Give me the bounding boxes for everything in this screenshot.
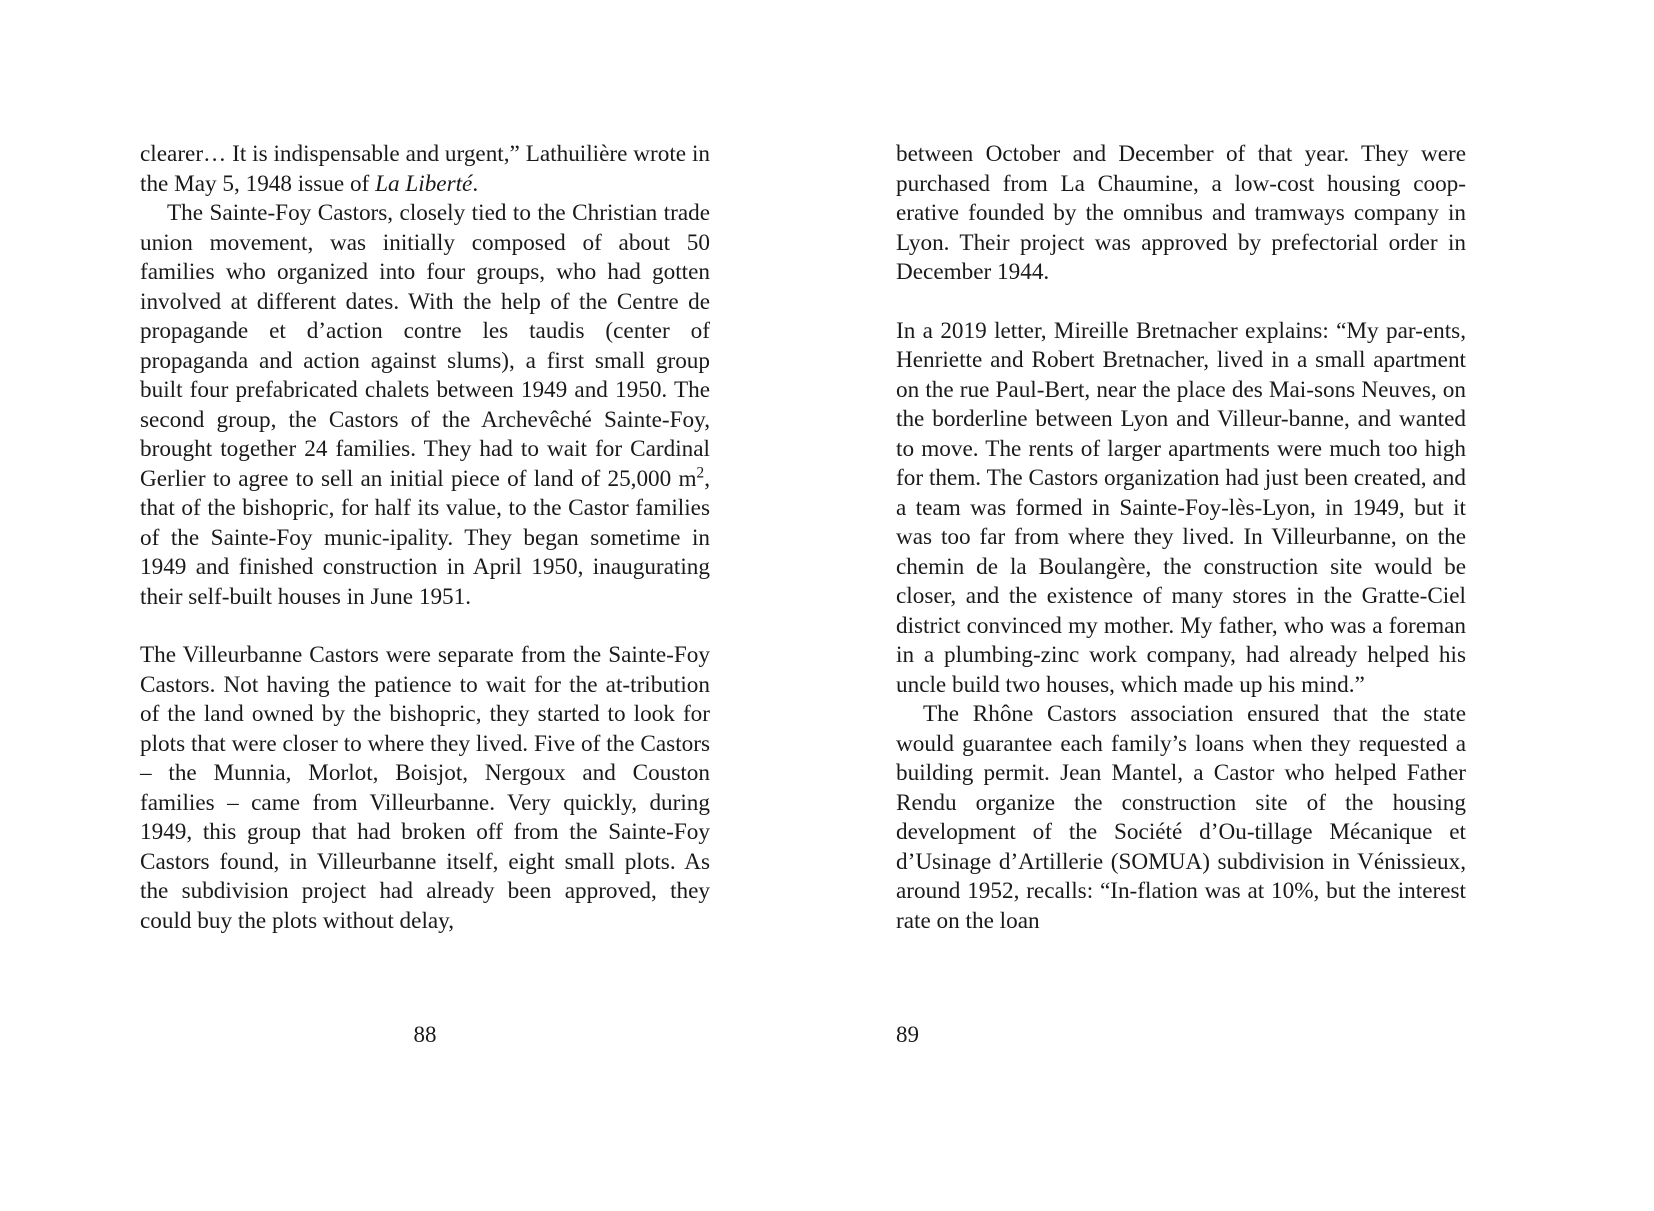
paragraph — [140, 199, 710, 612]
paragraph — [896, 317, 1466, 701]
page-number-right: 89 — [896, 1022, 919, 1047]
text-run: In a 2019 letter, Mireille Bretnacher explains: “My par-ents, Henriette and Robert Bretnacher, lived in a small apartment on the rue Paul-Bert, near the place des Mai-sons Neuves, on the borderline between Lyon and Villeur-banne, and wanted to move. The rents of larger apartments were much too high for them. The Castors organization had just been created, and a team was formed in Sainte-Foy-lès-Lyon, in 1949, but it was too far from where they lived. In Villeurbanne, on the chemin de la Boulangère, the construction site would be closer, and the existence of many stores in the Gratte-Ciel district convinced my mother. My father, who was a foreman in a plumbing-zinc work company, had already helped his uncle build two houses, which made up his mind.” — [896, 317, 1466, 698]
text-run: . — [472, 170, 479, 197]
right-page-text-column — [896, 140, 1466, 936]
text-run: between October and December of that year. They were purchased from La Chaumine, a low-cost housing coop-erative founded by the omnibus and tramways company in Lyon. Their project was approved by prefectorial order in December 1944. — [896, 141, 1466, 285]
paragraph — [896, 700, 1466, 936]
right-page — [896, 140, 1466, 936]
paragraph — [140, 641, 710, 936]
left-page — [140, 140, 710, 936]
text-run: The Sainte-Foy Castors, closely tied to the Christian trade union movement, was initially composed of about 50 families who organized into four groups, who had gotten involved at different dates. With the help of the Centre de propagande et d’action contre les taudis (center of propaganda and action against slums), a first small group built four prefabricated chalets between 1949 and 1950. The second group, the Castors of the Archevêché Sainte-Foy, brought together 24 families. They had to wait for Cardinal Gerlier to agree to sell an initial piece of land of 25,000 m — [140, 200, 710, 492]
paragraph — [896, 140, 1466, 288]
page-number-left: 88 — [413, 1022, 437, 1047]
text-run: , that of the bishopric, for half its value, to the Castor families of the Sainte-Foy munic-ipality. They began sometime in 1949 and finished construction in April 1950, inaugurating their self-built houses in June 1951. — [140, 465, 710, 610]
book-title-italic: La Liberté — [375, 170, 473, 197]
text-run: clearer… It is indispensable and urgent,” Lathuilière wrote in the May 5, 1948 issue of — [140, 141, 710, 197]
left-page-text-column — [140, 140, 710, 936]
text-run: The Rhône Castors association ensured that the state would guarantee each family’s loans when they requested a building permit. Jean Mantel, a Castor who helped Father Rendu organize the construction site of the housing development of the Société d’Ou-tillage Mécanique et d’Usinage d’Artillerie (SOMUA) subdivision in Vénissieux, around 1952, recalls: “In-flation was at 10%, but the interest rate on the loan — [896, 701, 1466, 934]
paragraph — [140, 140, 710, 199]
text-run: The Villeurbanne Castors were separate from the Sainte-Foy Castors. Not having the patience to wait for the at-tribution of the land owned by the bishopric, they started to look for plots that were closer to where they lived. Five of the Castors – the Munnia, Morlot, Boisjot, Nergoux and Couston families – came from Villeurbanne. Very quickly, during 1949, this group that had broken off from the Sainte-Foy Castors found, in Villeurbanne itself, eight small plots. As the subdivision project had already been approved, they could buy the plots without delay, — [140, 642, 710, 934]
superscript-exponent: 2 — [696, 463, 705, 481]
